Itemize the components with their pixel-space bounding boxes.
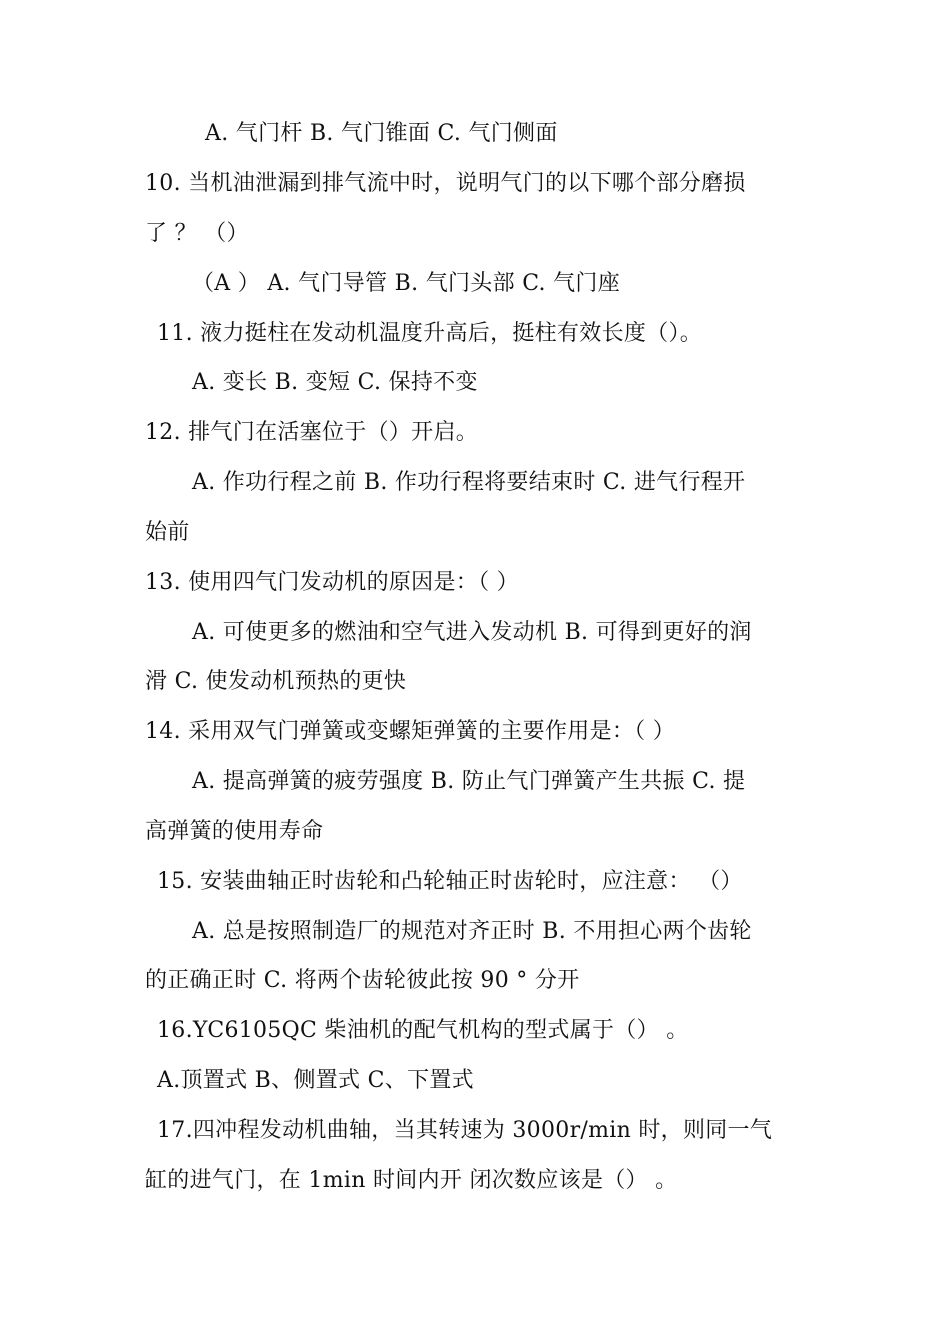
answer-options: A. 变长 B. 变短 C. 保持不变: [192, 370, 478, 395]
text-line: A. 气门杆 B. 气门锥面 C. 气门侧面: [205, 121, 558, 146]
answer-options: （A ） A. 气门导管 B. 气门头部 C. 气门座: [192, 271, 621, 296]
question-17: 17.四冲程发动机曲轴，当其转速为 3000r/min 时，则同一气: [157, 1118, 773, 1143]
question-10: 10. 当机油泄漏到排气流中时，说明气门的以下哪个部分磨损: [145, 171, 746, 196]
answer-options: A. 总是按照制造厂的规范对齐正时 B. 不用担心两个齿轮: [192, 919, 752, 944]
question-13: 13. 使用四气门发动机的原因是：（ ）: [145, 570, 519, 595]
answer-options: A. 作功行程之前 B. 作功行程将要结束时 C. 进气行程开: [192, 470, 746, 495]
answer-options: A. 可使更多的燃油和空气进入发动机 B. 可得到更好的润: [192, 620, 752, 645]
answer-options: A.顶置式 B、侧置式 C、下置式: [157, 1068, 474, 1093]
question-11: 11. 液力挺柱在发动机温度升高后，挺柱有效长度（）。: [157, 321, 703, 346]
question-14: 14. 采用双气门弹簧或变螺矩弹簧的主要作用是：（ ）: [145, 719, 676, 744]
question-15: 15. 安装曲轴正时齿轮和凸轮轴正时齿轮时，应注意： （）: [157, 869, 743, 894]
text-line: 高弹簧的使用寿命: [145, 819, 324, 844]
question-16: 16.YC6105QC 柴油机的配气机构的型式属于（） 。: [157, 1018, 689, 1043]
text-line: 的正确正时 C. 将两个齿轮彼此按 90 ° 分开: [145, 968, 580, 993]
text-line: 了 ？ （）: [145, 221, 249, 246]
question-12: 12. 排气门在活塞位于（）开启。: [145, 420, 479, 445]
answer-options: A. 提高弹簧的疲劳强度 B. 防止气门弹簧产生共振 C. 提: [192, 769, 746, 794]
text-line: 滑 C. 使发动机预热的更快: [145, 669, 407, 694]
text-line: 始前: [145, 520, 190, 545]
text-line: 缸的进气门，在 1min 时间内开 闭次数应该是（） 。: [145, 1168, 678, 1193]
